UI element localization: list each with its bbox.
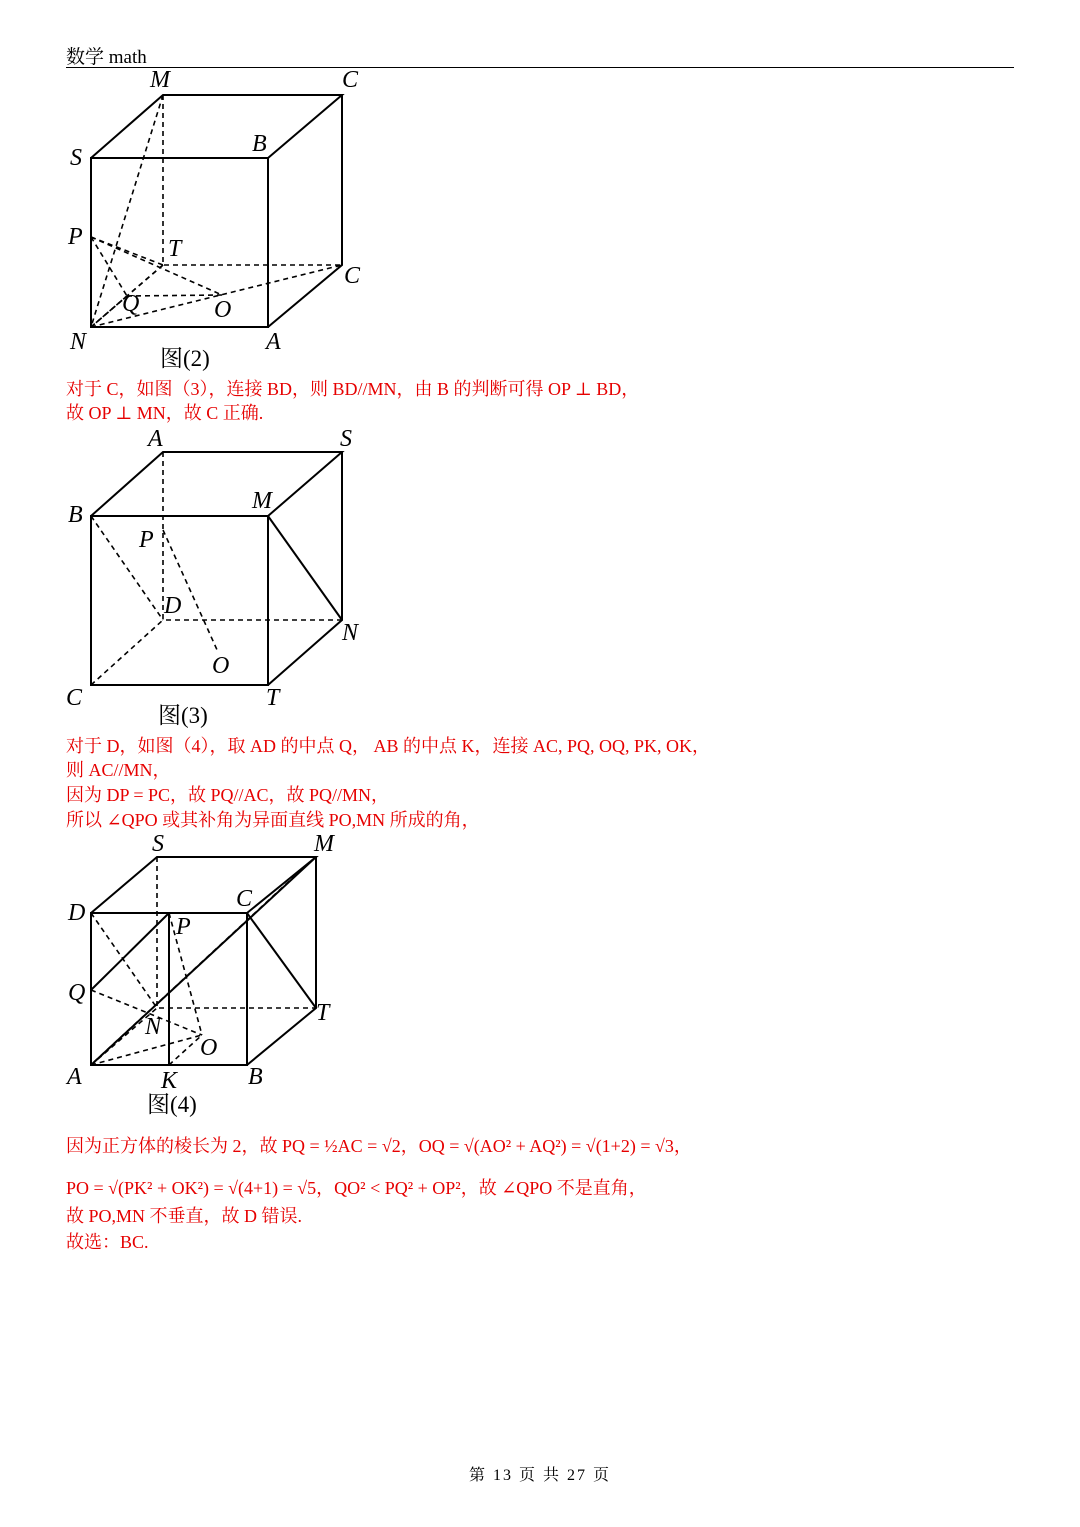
fig3-label-S: S bbox=[340, 426, 352, 452]
fig4-label-A: A bbox=[67, 1064, 82, 1090]
fig3-label-P: P bbox=[139, 527, 154, 553]
fig4-label-T: T bbox=[316, 1000, 330, 1026]
fig4-label-B: B bbox=[248, 1064, 263, 1090]
fig4-caption: 图(4) bbox=[147, 1092, 197, 1117]
fig2-label-S: S bbox=[70, 145, 82, 171]
fig2-label-T: T bbox=[168, 236, 182, 262]
page-number: 第 13 页 共 27 页 bbox=[468, 1467, 611, 1484]
solution-c-line2: 故 OP ⊥ MN，故 C 正确. bbox=[66, 403, 264, 423]
fig4-label-K: K bbox=[161, 1068, 178, 1094]
fig2-label-O: O bbox=[214, 297, 232, 323]
fig2-label-A: A bbox=[266, 329, 281, 355]
fig4-label-M: M bbox=[314, 831, 334, 857]
fig4-label-O: O bbox=[200, 1035, 218, 1061]
solution-d-line7: 故 PO,MN 不垂直，故 D 错误. bbox=[66, 1206, 303, 1226]
fig4-label-Q: Q bbox=[68, 980, 86, 1006]
fig2-label-P: P bbox=[68, 224, 83, 250]
final-answer: 故选：BC. bbox=[66, 1232, 149, 1252]
solution-d-line1: 对于 D，如图（4），取 AD 的中点 Q， AB 的中点 K，连接 AC, PQ, OQ, PK, OK， bbox=[66, 736, 711, 756]
fig3-caption: 图(3) bbox=[158, 703, 208, 728]
solution-d-line4: 所以 ∠QPO 或其补角为异面直线 PO,MN 所成的角， bbox=[66, 810, 480, 830]
fig3-label-N: N bbox=[342, 620, 359, 646]
fig2-label-M: M bbox=[150, 67, 170, 93]
fig4-label-P: P bbox=[176, 914, 191, 940]
solution-d-line2: 则 AC//MN， bbox=[66, 760, 171, 780]
fig2-label-N: N bbox=[70, 329, 87, 355]
fig2-label-Q: Q bbox=[122, 291, 140, 317]
fig3-label-C: C bbox=[66, 685, 83, 711]
solution-c-line1: 对于 C，如图（3），连接 BD，则 BD//MN，由 B 的判断可得 OP ⊥ BD， bbox=[66, 379, 640, 399]
fig3-label-T: T bbox=[266, 685, 280, 711]
solution-d-line5: 因为正方体的棱长为 2，故 PQ = ½AC = √2，OQ = √(AO² + AQ²) = √(1+2) = √3， bbox=[66, 1136, 692, 1156]
fig3-label-O: O bbox=[212, 653, 230, 679]
fig4-label-C: C bbox=[236, 886, 253, 912]
solution-d-line3: 因为 DP = PC，故 PQ//AC，故 PQ//MN， bbox=[66, 785, 390, 805]
solution-d-line6: PO = √(PK² + OK²) = √(4+1) = √5，QO² < PQ² + OP²，故 ∠QPO 不是直角， bbox=[66, 1178, 647, 1198]
fig3-label-B: B bbox=[68, 502, 83, 528]
fig2-label-C-mid: C bbox=[344, 263, 361, 289]
fig3-label-M: M bbox=[252, 488, 272, 514]
fig3-label-A: A bbox=[148, 426, 163, 452]
header-subject: 数学 math bbox=[66, 47, 147, 68]
fig2-label-C-top: C bbox=[342, 67, 359, 93]
fig3-label-D: D bbox=[164, 593, 182, 619]
fig4-label-D: D bbox=[68, 900, 86, 926]
fig4-label-S: S bbox=[152, 831, 164, 857]
fig2-caption: 图(2) bbox=[160, 346, 210, 371]
fig4-label-N: N bbox=[145, 1014, 162, 1040]
fig2-label-B: B bbox=[252, 131, 267, 157]
